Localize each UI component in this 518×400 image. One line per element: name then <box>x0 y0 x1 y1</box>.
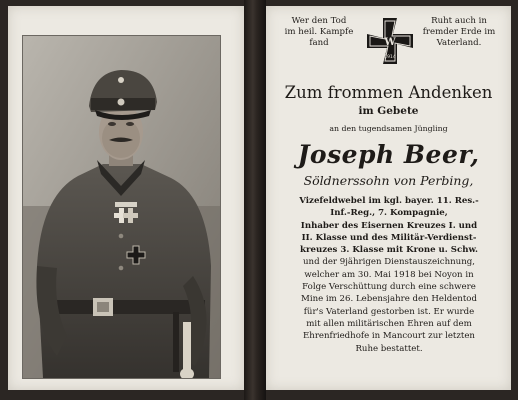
soldier-portrait-photo <box>22 35 221 379</box>
bio-line: kreuzes 3. Klasse mit Krone u. Schw. <box>300 245 478 256</box>
memorial-intro: an den tugendsamen Jüngling <box>329 124 448 133</box>
bio-line: Inhaber des Eisernen Kreuzes I. und <box>300 220 478 231</box>
verse-left-line: Wer den Tod <box>291 16 347 26</box>
verse-right <box>416 16 502 49</box>
cross-year: 1914 <box>384 55 396 60</box>
bio-line: Ruhe bestattet. <box>355 343 423 354</box>
left-card <box>8 6 244 390</box>
soldier-portrait-image <box>23 36 220 378</box>
bio-line: Ehrenfriedhofe in Mancourt zur letzten <box>303 331 475 342</box>
deceased-origin: Söldnerssohn von Perbing, <box>303 173 474 188</box>
verse-right-line: Ruht auch in <box>431 16 487 26</box>
bio-line: Inf.-Reg., 7. Kompagnie, <box>330 208 448 219</box>
memorial-heading: Zum frommen Andenken <box>284 83 493 102</box>
bio-line: Folge Verschüttung durch eine schwere <box>302 282 476 293</box>
memorial-subheading: im Gebete <box>358 105 419 117</box>
right-card <box>266 6 511 390</box>
bio-line: II. Klasse und des Militär-Verdienst- <box>301 232 477 243</box>
bio-line: und der 9jährigen Dienstauszeichnung, <box>303 257 475 268</box>
verse-right-line: fremder Erde im <box>422 27 496 37</box>
verse-left-line: im heil. Kampfe <box>284 27 354 37</box>
verse-left <box>276 16 362 49</box>
bio-line: welcher am 30. Mai 1918 bei Noyon in <box>304 269 474 280</box>
cross-monogram: W <box>384 37 396 48</box>
bio-line: Mine im 26. Lebensjahre den Heldentod <box>301 294 477 305</box>
bio-line: Vizefeldwebel im kgl. bayer. 11. Res.- <box>299 196 479 206</box>
bio-line: mit allen militärischen Ehren auf dem <box>306 318 472 329</box>
biography-text <box>272 195 506 355</box>
card-fold-spine <box>244 0 266 400</box>
deceased-name: Joseph Beer, <box>297 140 480 169</box>
verse-left-line: fand <box>309 38 329 48</box>
bio-line: für's Vaterland gestorben ist. Er wurde <box>303 306 475 317</box>
verse-right-line: Vaterland. <box>436 38 482 48</box>
iron-cross-icon <box>365 16 415 66</box>
